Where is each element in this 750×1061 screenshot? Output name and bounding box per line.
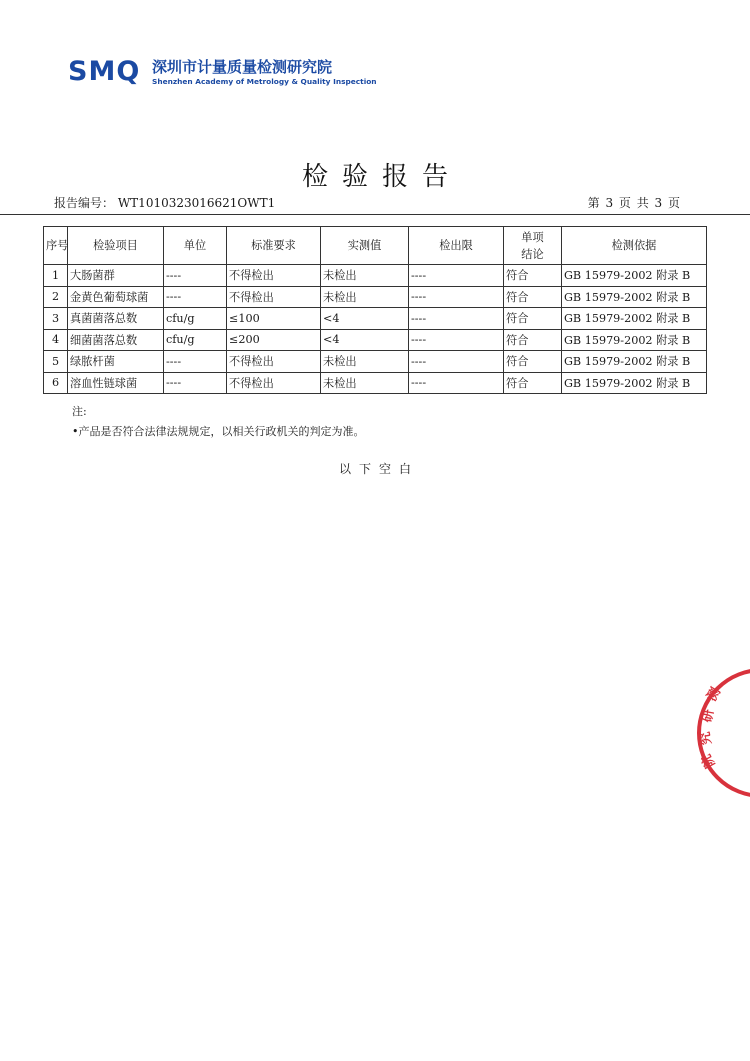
table-cell: 4 [44,329,68,351]
table-row [44,329,707,351]
table-cell: cfu/g [164,308,227,330]
table-cell: 符合 [504,329,562,351]
table-cell: 不得检出 [227,372,321,394]
report-number [54,194,275,211]
blank-below-mark: 以下空白 [338,462,419,476]
notes [72,402,365,442]
seal-char: 研 [700,708,718,724]
table-cell: ---- [409,329,504,351]
table-cell: 符合 [504,351,562,373]
header-cell: 检测依据 [562,227,707,265]
table-cell: ---- [409,372,504,394]
header-cell: 标准要求 [227,227,321,265]
table-cell: 不得检出 [227,286,321,308]
table-cell: ≤100 [227,308,321,330]
table-cell: 大肠菌群 [68,265,164,287]
table-cell: ≤200 [227,329,321,351]
table-cell: GB 15979-2002 附录 B [562,286,707,308]
report-number-value: WT1010323016621OWT1 [117,196,276,210]
table-cell: ---- [164,286,227,308]
seal-char: 究 [697,730,715,746]
header-cell: 实测值 [321,227,409,265]
table-cell: 溶血性链球菌 [68,372,164,394]
table-cell: ---- [409,308,504,330]
header-divider [0,214,750,215]
table-cell: 5 [44,351,68,373]
table-cell: 3 [44,308,68,330]
table-cell: 1 [44,265,68,287]
notes-label: 注: [72,405,87,418]
header-cell: 单位 [164,227,227,265]
table-row [44,372,707,394]
table-cell: ---- [164,265,227,287]
table-cell: 符合 [504,286,562,308]
table-cell: 未检出 [321,286,409,308]
table-cell: 未检出 [321,265,409,287]
header-cell: 序号 [44,227,68,265]
table-header-row [44,227,707,265]
results-table [43,226,707,394]
header-cell [504,227,562,265]
table-cell: 绿脓杆菌 [68,351,164,373]
table-cell: ---- [409,351,504,373]
table-row [44,308,707,330]
table-cell: 6 [44,372,68,394]
official-seal [697,668,750,798]
table-cell: ---- [409,286,504,308]
seal-char: 院 [699,751,719,771]
org-name-english: Shenzhen Academy of Metrology & Quality Inspection [152,77,377,86]
logo-abbreviation: SMQ [68,56,141,87]
table-cell: GB 15979-2002 附录 B [562,308,707,330]
table-cell: GB 15979-2002 附录 B [562,351,707,373]
table-cell: 未检出 [321,372,409,394]
table-cell: 符合 [504,265,562,287]
header-cell: 检出限 [409,227,504,265]
table-cell: 2 [44,286,68,308]
table-row [44,286,707,308]
seal-char: 测 [704,685,724,704]
table-cell: ---- [164,351,227,373]
page-info: 第 3 页 共 3 页 [587,196,680,210]
table-cell: 符合 [504,372,562,394]
table-cell: 符合 [504,308,562,330]
header-cell-text: 单项结论 [521,230,544,261]
table-cell: GB 15979-2002 附录 B [562,265,707,287]
table-row [44,265,707,287]
table-cell: <4 [321,308,409,330]
table-cell: ---- [409,265,504,287]
table-cell: cfu/g [164,329,227,351]
table-body [44,265,707,394]
table-row [44,351,707,373]
report-number-label: 报告编号： [54,196,115,210]
table-cell: GB 15979-2002 附录 B [562,372,707,394]
notes-line: •产品是否符合法律法规规定，以相关行政机关的判定为准。 [72,425,365,438]
table-cell: 未检出 [321,351,409,373]
table-cell: ---- [164,372,227,394]
org-name-chinese: 深圳市计量质量检测研究院 [152,58,333,76]
report-title: 检验报告 [301,162,462,192]
table-cell: 不得检出 [227,351,321,373]
header-cell: 检验项目 [68,227,164,265]
table-cell: 不得检出 [227,265,321,287]
table-cell: <4 [321,329,409,351]
table-cell: 真菌菌落总数 [68,308,164,330]
table-cell: 细菌菌落总数 [68,329,164,351]
table-cell: 金黄色葡萄球菌 [68,286,164,308]
table-cell: GB 15979-2002 附录 B [562,329,707,351]
